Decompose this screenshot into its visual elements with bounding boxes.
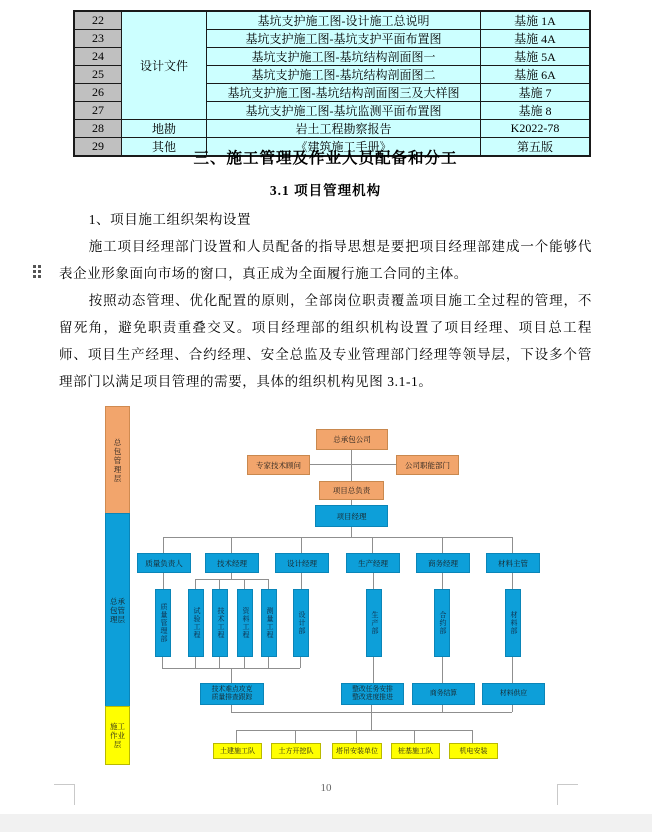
table-row [74,120,590,138]
row-number-cell: 27 [74,102,122,120]
org-box-tower-crane-unit: 塔吊安装单位 [332,743,382,759]
org-box-civil-crew: 土建施工队 [213,743,262,759]
drawing-title-cell: 《建筑施工手册》 [207,138,481,157]
row-number-cell: 26 [74,84,122,102]
paragraph-list-item: 1、项目施工组织架构设置 [88,212,252,227]
drawing-title-cell: 基坑支护施工图-基坑支护平面布置图 [207,30,481,48]
org-chart [0,406,652,778]
org-box-functional-departments: 公司职能部门 [396,455,459,475]
row-number-cell: 24 [74,48,122,66]
category-cell: 设计文件 [122,11,207,120]
section-heading: 三、施工管理及作业人员配备和分工 [193,150,458,167]
paragraph: 施工项目经理部门设置和人员配备的指导思想是要把项目经理部建成一个能够代表企业形象面向市场的窗口，真正成为全面履行施工合同的主体。 [59,239,592,281]
drawing-title-cell: 基坑支护施工图-基坑结构剖面图二 [207,66,481,84]
category-cell: 地勘 [122,120,207,138]
org-box-commercial-settlement: 商务结算 [412,683,475,705]
layer-bar-general-management: 总包管理层 [105,406,130,515]
org-box-design-dept: 设计部 [293,589,309,657]
drawing-code-cell: 基施 5A [481,48,591,66]
drawing-code-cell: 基施 6A [481,66,591,84]
org-box-commerce-manager: 商务经理 [416,553,470,573]
org-box-material-supply: 材料供应 [482,683,545,705]
org-box-quality-dept: 质量管理部 [155,589,171,657]
row-number-cell: 28 [74,120,122,138]
drag-handle-icon[interactable] [33,265,46,281]
org-box-quality-lead: 质量负责人 [137,553,191,573]
org-box-survey-engineering: 测量工程 [261,589,277,657]
org-box-design-manager: 设计经理 [275,553,329,573]
drawing-title-cell: 基坑支护施工图-基坑结构剖面图一 [207,48,481,66]
layer-bar-general-contracting: 总承包管理层 [105,513,130,708]
drawing-list-table [73,10,591,157]
paragraph: 按照动态管理、优化配置的原则，全部岗位职责覆盖项目施工全过程的管理，不留死角，避免职责重叠交叉。项目经理部的组织机构设置了项目经理、项目总工程师、项目生产经理、合约经理、安全总监及专业管理部门经理等领导层，下设多个管理部门以满足项目管理的需要，具体的组织机构见图 3.1-1。 [59,293,592,389]
row-number-cell: 29 [74,138,122,157]
org-box-material-supervisor: 材料主管 [486,553,540,573]
drawing-code-cell: 基施 8 [481,102,591,120]
document-body [59,146,592,395]
row-number-cell: 22 [74,11,122,30]
org-box-technical-manager: 技术经理 [205,553,259,573]
drawing-title-cell: 基坑支护施工图-基坑监测平面布置图 [207,102,481,120]
org-box-technical-tasks: 技术难点攻克 质量排查跟踪 [200,683,264,705]
drawing-code-cell: 基施 7 [481,84,591,102]
page-bottom-gap [0,814,652,832]
org-box-material-dept: 材料部 [505,589,521,657]
drawing-code-cell: 基施 1A [481,11,591,30]
row-number-cell: 25 [74,66,122,84]
org-box-technical-engineering: 技术工程 [212,589,228,657]
org-box-production-manager: 生产经理 [346,553,400,573]
org-box-general-contractor: 总承包公司 [316,429,388,450]
drawing-title-cell: 岩土工程勘察报告 [207,120,481,138]
table-row [74,11,590,30]
category-cell: 其他 [122,138,207,157]
subsection-heading: 3.1 项目管理机构 [269,183,382,198]
org-box-piling-crew: 桩基施工队 [391,743,440,759]
org-box-production-dept: 生产部 [366,589,382,657]
drawing-title-cell: 基坑支护施工图-基坑结构剖面图三及大样图 [207,84,481,102]
layer-bar-construction-operation: 施工作业层 [105,706,130,765]
drawing-code-cell: K2022-78 [481,120,591,138]
org-box-mep-installation: 机电安装 [449,743,498,759]
drawing-code-cell: 第五版 [481,138,591,157]
org-box-contract-dept: 合约部 [434,589,450,657]
org-box-expert-advisor: 专家技术顾问 [247,455,310,475]
row-number-cell: 23 [74,30,122,48]
drawing-title-cell: 基坑支护施工图-设计施工总说明 [207,11,481,30]
drawing-code-cell: 基施 4A [481,30,591,48]
page-number: 10 [320,782,332,794]
org-box-documentation-engineering: 资料工程 [237,589,253,657]
org-box-project-director: 项目总负责 [319,481,384,500]
org-box-rectification-tasks: 整改任务安排 整改进度推进 [341,683,404,705]
org-box-earthwork-crew: 土方开挖队 [271,743,321,759]
org-box-test-engineering: 试验工程 [188,589,204,657]
org-box-project-manager: 项目经理 [315,505,388,527]
